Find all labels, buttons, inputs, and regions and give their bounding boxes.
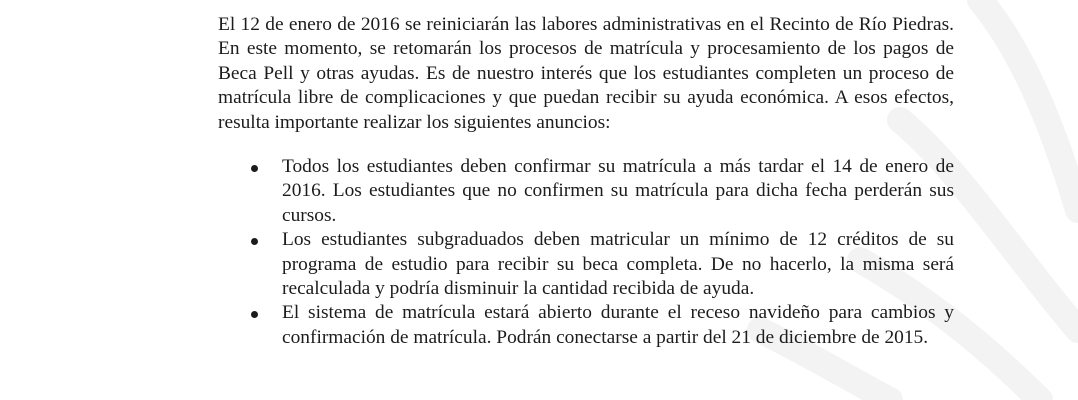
- document-body: [218, 13, 954, 350]
- announcement-item: [218, 228, 954, 301]
- announcement-text: El sistema de matrícula estará abierto durante el receso navideño para cambios y confirmación de matrícula. Podrán conectarse a partir del 21 de diciembre de 2015.: [282, 302, 954, 348]
- announcement-item: [218, 155, 954, 228]
- bullet-icon: [251, 311, 258, 318]
- intro-paragraph: El 12 de enero de 2016 se reiniciarán las labores administrativas en el Recinto de Río Piedras. En este momento, se retomarán los procesos de matrícula y procesamiento de los pagos de Beca Pell y otras ayudas. Es de nuestro interés que los estudiantes completen un proceso de matrícula libre de complicaciones y que puedan recibir su ayuda económica. A esos efectos, resulta importante realizar los siguientes anuncios:: [218, 14, 954, 133]
- bullet-icon: [251, 165, 258, 172]
- announcement-item: [218, 301, 954, 350]
- bullet-icon: [251, 238, 258, 245]
- announcement-text: Todos los estudiantes deben confirmar su matrícula a más tardar el 14 de enero de 2016. Los estudiantes que no confirmen su matrícula para dicha fecha perderán sus cursos.: [282, 156, 954, 226]
- announcement-list: [218, 155, 954, 350]
- announcement-text: Los estudiantes subgraduados deben matricular un mínimo de 12 créditos de su programa de estudio para recibir su beca completa. De no hacerlo, la misma será recalculada y podría disminuir la cantidad recibida de ayuda.: [282, 229, 954, 300]
